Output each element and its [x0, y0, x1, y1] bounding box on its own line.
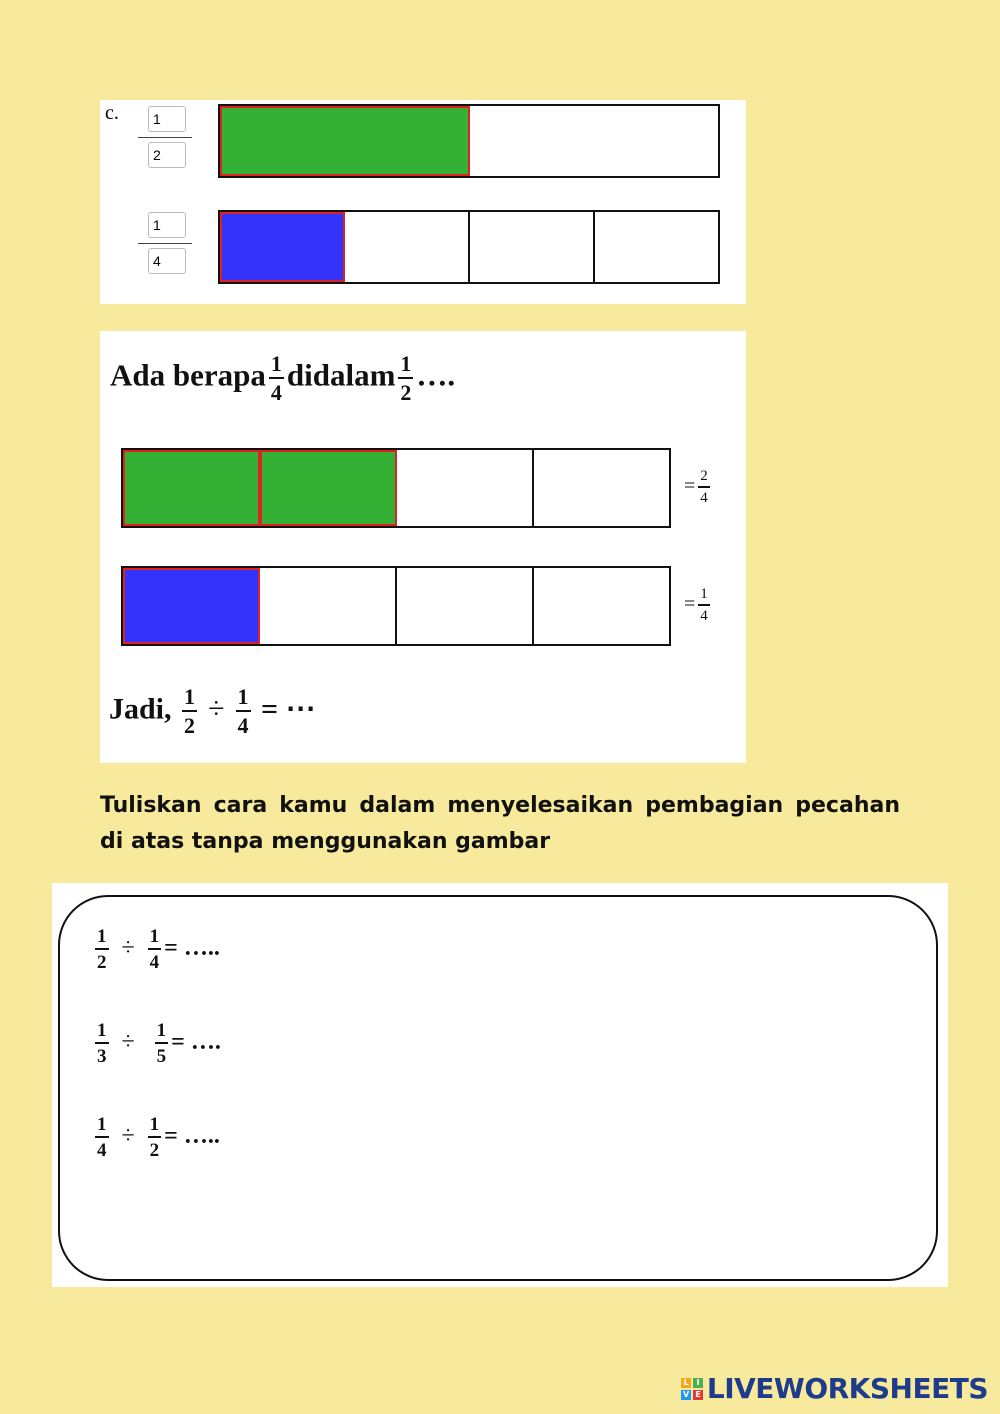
logo-mark-icon: L I V E [681, 1378, 703, 1400]
conclusion-line: Jadi, $\frac{1}{2}$ ÷ $\frac{1}{4}$ = ⋯ [109, 684, 316, 738]
empty-cell [470, 106, 718, 176]
fraction-bar [138, 137, 192, 138]
shaded-cell [260, 450, 397, 526]
empty-cell [595, 212, 718, 282]
fraction-bar [138, 243, 192, 244]
denominator-field[interactable]: 2 [148, 142, 186, 168]
exercise-line: $\frac{1}{3}$ ÷ $\frac{1}{5}$ = …. [97, 1020, 221, 1067]
one-quarter-strip [121, 566, 671, 646]
shaded-cell [220, 106, 470, 176]
fraction-quarter: $\frac{1}{4}$ [270, 351, 282, 405]
empty-cell [397, 450, 534, 526]
strip-value-label: = $\frac{1}{4}$ [684, 586, 708, 624]
empty-cell [397, 568, 534, 644]
two-quarters-strip [121, 448, 671, 528]
empty-cell [345, 212, 470, 282]
strip-value-label: = $\frac{2}{4}$ [684, 468, 708, 506]
denominator-field[interactable]: 4 [148, 248, 186, 274]
liveworksheets-logo [681, 1372, 988, 1405]
empty-cell [534, 568, 669, 644]
question-heading: Ada berapa $\frac{1}{4}$ didalam $\frac{1}{2}$ …. [110, 351, 456, 405]
answer-panel [52, 883, 948, 1287]
empty-cell [534, 450, 669, 526]
fraction-input-quarter [138, 212, 178, 272]
half-strip [218, 104, 720, 178]
fraction-model-panel [100, 100, 746, 304]
shaded-cell [220, 212, 345, 282]
exercise-line: $\frac{1}{2}$ ÷ $\frac{1}{4}$ = ….. [97, 926, 220, 973]
exercise-line: $\frac{1}{4}$ ÷ $\frac{1}{2}$ = ….. [97, 1114, 220, 1161]
fraction-half: $\frac{1}{2}$ [400, 351, 412, 405]
logo-text: LIVEWORKSHEETS [706, 1372, 988, 1405]
section-label: c. [105, 102, 119, 124]
empty-cell [470, 212, 595, 282]
instruction-text: Tuliskan cara kamu dalam menyelesaikan pembagian pecahan di atas tanpa menggunakan gambar [100, 793, 900, 854]
question-panel [100, 331, 746, 763]
empty-cell [260, 568, 397, 644]
shaded-cell [123, 450, 260, 526]
fraction-input-half [138, 106, 178, 166]
quarter-strip [218, 210, 720, 284]
numerator-field[interactable]: 1 [148, 212, 186, 238]
shaded-cell [123, 568, 260, 644]
numerator-field[interactable]: 1 [148, 106, 186, 132]
